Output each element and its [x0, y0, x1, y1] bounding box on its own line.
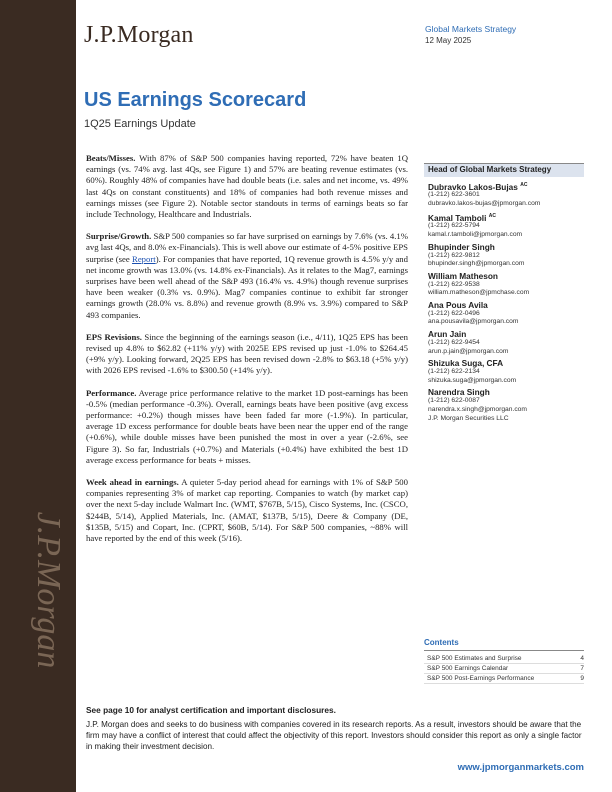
paragraph-lead: Surprise/Growth.	[86, 231, 152, 242]
paragraph-week-ahead	[86, 477, 408, 544]
analyst-entry	[424, 358, 584, 385]
paragraph-text: ). For companies that have reported, 1Q revenue growth is 4.5% y/y and net income growth was 13.0% (vs. 14.8% ex-Financials). As it relates to the Mag7, earnings surprises have been well ahead of the S&P 493 (16.4% vs. 4.9%) though revenue surprises have been weaker (0.3% vs. 0.9%). Mag7 companies continue to exhibit far stronger earnings growth (28.0% vs. 8.8%) and revenue growth (8.9% vs. 3.9%) compared to S&P 493 companies.	[86, 253, 408, 320]
analyst-email[interactable]: dubravko.lakos-bujas@jpmorgan.com	[428, 199, 541, 207]
contents-heading: Contents	[424, 638, 584, 651]
analyst-firm: J.P. Morgan Securities LLC	[428, 414, 509, 422]
analyst-name: Narendra Singh	[428, 387, 490, 398]
paragraph-performance	[86, 388, 408, 466]
analyst-phone: (1-212) 622-0087	[428, 397, 480, 405]
analyst-phone: (1-212) 622-9538	[428, 280, 480, 288]
paragraph-lead: Performance.	[86, 387, 137, 398]
analyst-email[interactable]: bhupinder.singh@jpmorgan.com	[428, 260, 525, 268]
analyst-phone: (1-212) 622-9812	[428, 251, 480, 259]
analyst-phone: (1-212) 622-3601	[428, 191, 480, 199]
analyst-panel	[424, 163, 584, 425]
analyst-name: Ana Pous Avila	[428, 299, 488, 310]
strategy-label: Global Markets Strategy	[425, 24, 517, 34]
page-title: US Earnings Scorecard	[84, 89, 307, 111]
analyst-email[interactable]: narendra.x.singh@jpmorgan.com	[428, 406, 527, 414]
website-link[interactable]: www.jpmorganmarkets.com	[457, 762, 584, 773]
paragraph-text: S&P 500 companies so far have surprised on earnings by 7.6% (vs. 4.1% avg last 4Qs, and 8.0% ex-Financials). This is well above our estimate of 4-5% positive EPS surprise (see	[86, 231, 409, 264]
analyst-name: William Matheson	[428, 270, 498, 281]
disclosure-text: J.P. Morgan does and seeks to do business with companies covered in its research reports. As a result, investors should be aware that the firm may have a conflict of interest that could affect the objectivity of this report. Investors should consider this report as only a single factor in making their investment decision.	[86, 720, 582, 751]
contents-box	[424, 638, 584, 684]
paragraph-text: With 87% of S&P 500 companies having reported, 72% have beaten 1Q earnings (vs. 74% avg. last 4Qs, see Figure 1) and 57% are beating revenue estimates (vs. 60%). Roughly 48% of companies have had double beats (i.e. sales and net income, vs. 49% last 4Qs on constant constituents) and 18% of companies had both revenue misses and earnings misses (see Figure 2). Notable sector standouts in terms of earnings beats so far include Technology, Healthcare and Industrials.	[86, 153, 408, 220]
disclosure-notice: See page 10 for analyst certification and important disclosures.	[86, 705, 336, 715]
jpmorgan-logo: J.P.Morgan	[84, 22, 194, 48]
analyst-entry	[424, 242, 584, 269]
analyst-name: Shizuka Suga, CFA	[428, 358, 504, 369]
analyst-phone: (1-212) 622-0496	[428, 309, 480, 317]
analyst-entry	[424, 300, 584, 327]
analyst-email[interactable]: ana.pousavila@jpmorgan.com	[428, 318, 519, 326]
analyst-name: Arun Jain	[428, 329, 467, 340]
contents-item[interactable]: S&P 500 Earnings Calendar 7	[424, 664, 584, 674]
svg-text:J.P.Morgan: J.P.Morgan	[30, 511, 67, 669]
paragraph-surprise-growth	[86, 231, 408, 321]
analyst-entry	[424, 211, 584, 240]
report-date: 12 May 2025	[425, 36, 472, 45]
report-header-meta	[425, 24, 516, 45]
sidebar-band	[0, 0, 76, 792]
analyst-entry	[424, 180, 584, 209]
contents-item[interactable]: S&P 500 Post-Earnings Performance 9	[424, 674, 584, 684]
paragraph-text: A quieter 5-day period ahead for earnings with 1% of S&P 500 companies representing 3% of market cap reporting. Companies to watch (by market cap) over the next 5-day include Walmart Inc. (WMT, $767B, 5/15), Cisco Systems, Inc. (CSCO, $244B, 5/14), Applied Materials, Inc. (AMAT, $137B, 5/15), Deere & Company (DE, $135B, 5/15) and Copart, Inc. (CPRT, $60B, 5/14). For S&P 500 companies, ~88% will have reported by the end of this week (5/16).	[86, 477, 408, 544]
analyst-name: Dubravko Lakos-Bujas $^{AC}$	[428, 181, 528, 192]
paragraph-lead: EPS Revisions.	[86, 331, 142, 342]
analyst-name: Bhupinder Singh	[428, 241, 495, 252]
contents-item[interactable]: S&P 500 Estimates and Surprise 4	[424, 654, 584, 664]
analyst-entry	[424, 271, 584, 298]
analyst-email[interactable]: shizuka.suga@jpmorgan.com	[428, 376, 517, 384]
paragraph-eps-revisions	[86, 332, 408, 377]
analyst-name: Kamal Tamboli $^{AC}$	[428, 212, 496, 223]
paragraph-lead: Week ahead in earnings.	[86, 477, 179, 488]
disclosure-block	[86, 705, 586, 752]
report-link[interactable]: Report	[132, 253, 156, 264]
paragraph-lead: Beats/Misses.	[86, 153, 136, 163]
analyst-phone: (1-212) 622-5794	[428, 222, 480, 230]
jpmorgan-watermark-logo	[6, 470, 70, 710]
paragraph-beats-misses	[86, 153, 408, 220]
analyst-panel-heading: Head of Global Markets Strategy	[424, 163, 584, 177]
analyst-entry	[424, 329, 584, 356]
analyst-email[interactable]: william.matheson@jpmchase.com	[428, 289, 530, 297]
main-body	[86, 153, 408, 555]
analyst-entry	[424, 387, 584, 423]
analyst-phone: (1-212) 622-2134	[428, 368, 480, 376]
page-subtitle: 1Q25 Earnings Update	[84, 118, 196, 130]
analyst-email[interactable]: kamal.r.tamboli@jpmorgan.com	[428, 230, 523, 238]
paragraph-text: Average price performance relative to the market 1D post-earnings has been -0.5% (median performance -0.3%). Overall, earnings beats have been positive (avg excess performance: +0.2%) though misses have been faded far more (-1.9%). In particular, average 1D excess performance for double beats have been near the upper end of the range (+0.6%), while double misses have been punished the most in over a year (-2.6%, see Figure 3). So far, Industrials (+0.7%) and Materials (+0.4%) have exhibited the best 1D average excess performance for beats + misses.	[86, 387, 408, 465]
paragraph-text: Since the beginning of the earnings season (i.e., 4/11), 1Q25 EPS has been revised up 4.8% to $62.82 (+11% y/y) with 2025E EPS revised up just -1.0% to $264.45 (+9% y/y). Looking forward, 2Q25 EPS has been revised down -2.8% to $63.18 (+5% y/y) with 2026 EPS revised -1.6% to $300.50 (+14% y/y).	[86, 331, 408, 376]
analyst-email[interactable]: arun.p.jain@jpmorgan.com	[428, 347, 509, 355]
analyst-phone: (1-212) 622-9454	[428, 339, 480, 347]
